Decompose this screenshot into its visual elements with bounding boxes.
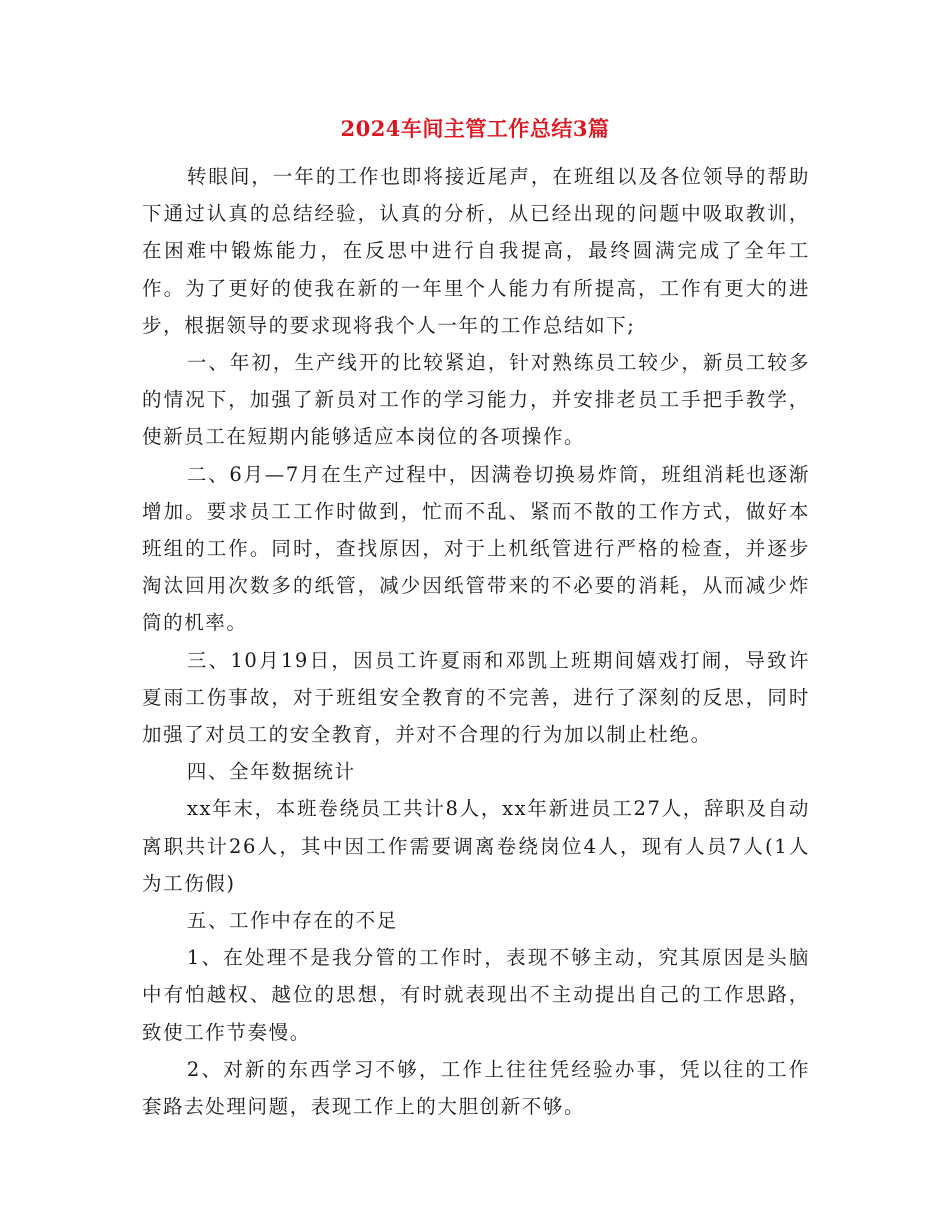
paragraph-item-3: 三、10月19日，因员工许夏雨和邓凯上班期间嬉戏打闹，导致许夏雨工伤事故，对于班组安全教育的不完善，进行了深刻的反思，同时加强了对员工的安全教育，并对不合理的行为加以制止杜绝。 (142, 648, 810, 747)
paragraph-shortcoming-1: 1、在处理不是我分管的工作时，表现不够主动，究其原因是头脑中有怕越权、越位的思想，有时就表现出不主动提出自己的工作思路，致使工作节奏慢。 (142, 946, 810, 1044)
section-heading-statistics: 四、全年数据统计 (186, 760, 356, 784)
paragraph-item-2: 二、6月—7月在生产过程中，因满卷切换易炸筒，班组消耗也逐渐增加。要求员工工作时做到，忙而不乱、紧而不散的工作方式，做好本班组的工作。同时，查找原因，对于上机纸管进行严格的检查，并逐步淘汰回用次数多的纸管，减少因纸管带来的不必要的消耗，从而减少炸筒的机率。 (142, 462, 810, 635)
paragraph-intro: 转眼间，一年的工作也即将接近尾声，在班组以及各位领导的帮助下通过认真的总结经验，认真的分析，从已经出现的问题中吸取教训，在困难中锻炼能力，在反思中进行自我提高，最终圆满完成了全年工作。为了更好的使我在新的一年里个人能力有所提高，工作有更大的进步，根据领导的要求现将我个人一年的工作总结如下; (142, 165, 810, 337)
section-heading-shortcomings: 五、工作中存在的不足 (186, 909, 398, 933)
paragraph-item-1: 一、年初，生产线开的比较紧迫，针对熟练员工较少，新员工较多的情况下，加强了新员对工作的学习能力，并安排老员工手把手教学，使新员工在短期内能够适应本岗位的各项操作。 (142, 351, 810, 449)
paragraph-shortcoming-2: 2、对新的东西学习不够，工作上往往凭经验办事，凭以往的工作套路去处理问题，表现工作上的大胆创新不够。 (142, 1057, 810, 1119)
document-title: 2024车间主管工作总结3篇 (340, 116, 610, 141)
document-body (142, 158, 810, 1125)
paragraph-statistics: xx年末，本班卷绕员工共计8人，xx年新进员工27人，辞职及自动离职共计26人，其中因工作需要调离卷绕岗位4人，现有人员7人(1人为工伤假) (142, 797, 810, 895)
